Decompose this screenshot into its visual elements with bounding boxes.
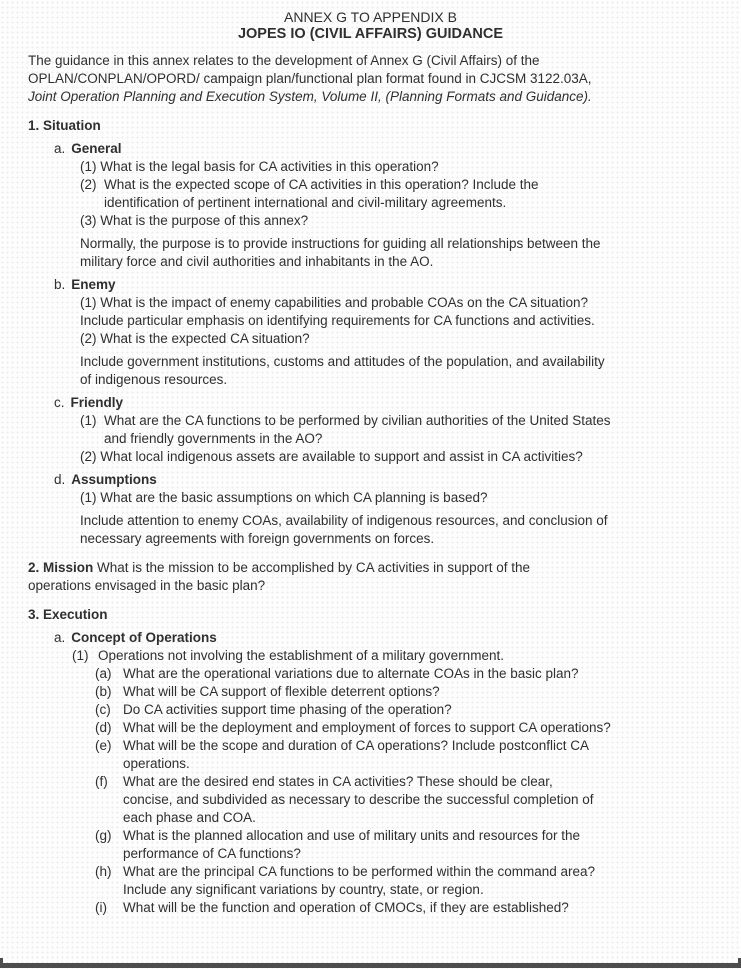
text-line: of indigenous resources. bbox=[80, 372, 228, 387]
text-line: military force and civil authorities and inhabitants in the AO. bbox=[80, 254, 434, 269]
list-marker: (e) bbox=[95, 738, 112, 753]
list-item-text bbox=[104, 176, 713, 212]
section-heading bbox=[28, 559, 713, 595]
subsection-heading bbox=[28, 394, 713, 412]
list-item-text bbox=[123, 665, 713, 683]
subsection-heading bbox=[28, 276, 713, 294]
list-marker: a. bbox=[54, 141, 66, 156]
text-line: (2) What is the expected CA situation? bbox=[80, 331, 310, 346]
list-marker: (b) bbox=[95, 684, 112, 699]
text-line: What will be the deployment and employment of forces to support CA operations? bbox=[123, 720, 611, 735]
heading-line bbox=[28, 577, 713, 595]
annex-heading: ANNEX G TO APPENDIX B bbox=[284, 9, 457, 25]
list-item bbox=[28, 683, 713, 701]
list-item-text bbox=[123, 863, 713, 899]
list-item bbox=[28, 827, 713, 863]
text-line: What is the expected scope of CA activities in this operation? Include the bbox=[104, 177, 539, 192]
subsection-heading bbox=[28, 471, 713, 489]
subsection-heading bbox=[28, 629, 713, 647]
text-line: What will be CA support of flexible deterrent options? bbox=[123, 684, 440, 699]
subsection-title: General bbox=[71, 141, 122, 156]
heading-line bbox=[28, 559, 713, 577]
list-item bbox=[28, 665, 713, 683]
list-item bbox=[28, 158, 713, 176]
list-item bbox=[28, 489, 713, 507]
list-item-text bbox=[123, 773, 713, 827]
text-line: (2) What local indigenous assets are available to support and assist in CA activities? bbox=[80, 449, 583, 464]
list-item bbox=[28, 701, 713, 719]
list-item bbox=[28, 212, 713, 230]
section-heading bbox=[28, 606, 713, 624]
text-line: Include attention to enemy COAs, availability of indigenous resources, and conclusion of bbox=[80, 513, 608, 528]
list-marker: b. bbox=[54, 277, 66, 292]
text-line: performance of CA functions? bbox=[123, 846, 301, 861]
list-item bbox=[28, 647, 713, 665]
list-marker: d. bbox=[54, 472, 66, 487]
text-line: What will be the scope and duration of CA operations? Include postconflict CA bbox=[123, 738, 590, 753]
list-item-text bbox=[123, 719, 713, 737]
note-paragraph bbox=[28, 512, 713, 548]
list-marker: (1) bbox=[72, 648, 89, 663]
subsection-heading bbox=[28, 140, 713, 158]
text-run: 1. Situation bbox=[28, 118, 101, 133]
list-marker: c. bbox=[54, 395, 65, 410]
text-line: each phase and COA. bbox=[123, 810, 256, 825]
text-run: 2. Mission bbox=[28, 560, 94, 575]
text-line: concise, and subdivided as necessary to describe the successful completion of bbox=[123, 792, 594, 807]
list-item bbox=[28, 176, 713, 212]
list-marker: (a) bbox=[95, 666, 112, 681]
list-item-text bbox=[123, 899, 713, 917]
list-item bbox=[28, 899, 713, 917]
text-line: What are the CA functions to be performed by civilian authorities of the United States bbox=[104, 413, 611, 428]
paragraph-line: The guidance in this annex relates to the development of Annex G (Civil Affairs) of the bbox=[28, 53, 540, 68]
note-paragraph bbox=[28, 235, 713, 271]
note-paragraph bbox=[28, 353, 713, 389]
subsection-title: Concept of Operations bbox=[71, 630, 217, 645]
list-item bbox=[28, 737, 713, 773]
text-line: What are the desired end states in CA activities? These should be clear, bbox=[123, 774, 553, 789]
section-heading bbox=[28, 117, 713, 135]
list-marker: (h) bbox=[95, 864, 112, 879]
list-item bbox=[28, 448, 713, 466]
text-line: (1) What is the legal basis for CA activities in this operation? bbox=[80, 159, 439, 174]
paragraph-line: OPLAN/CONPLAN/OPORD/ campaign plan/functional plan format found in CJCSM 3122.03A, bbox=[28, 71, 592, 86]
text-run: What is the mission to be accomplished by CA activities in support of the bbox=[93, 560, 530, 575]
text-line: operations. bbox=[123, 756, 190, 771]
text-line: (3) What is the purpose of this annex? bbox=[80, 213, 309, 228]
list-item-text bbox=[123, 827, 713, 863]
list-item bbox=[28, 294, 713, 330]
list-item bbox=[28, 863, 713, 899]
text-run: operations envisaged in the basic plan? bbox=[28, 578, 266, 593]
text-line: What will be the function and operation of CMOCs, if they are established? bbox=[123, 900, 569, 915]
list-marker: (1) bbox=[80, 413, 97, 428]
text-line: (1) What is the impact of enemy capabilities and probable COAs on the CA situation? bbox=[80, 295, 589, 310]
text-line: Operations not involving the establishment of a military government. bbox=[98, 648, 504, 663]
page-bottom-border bbox=[2, 963, 739, 968]
text-line: What are the operational variations due to alternate COAs in the basic plan? bbox=[123, 666, 579, 681]
subsection-title: Enemy bbox=[71, 277, 116, 292]
list-item-text bbox=[123, 737, 713, 773]
subsection-title: Assumptions bbox=[71, 472, 157, 487]
list-item bbox=[28, 773, 713, 827]
list-marker: (2) bbox=[80, 177, 97, 192]
list-item-text bbox=[123, 683, 713, 701]
intro-paragraph bbox=[28, 52, 713, 106]
list-item-text bbox=[104, 412, 713, 448]
text-line: What is the planned allocation and use of military units and resources for the bbox=[123, 828, 581, 843]
text-line: identification of pertinent international and civil-military agreements. bbox=[104, 195, 507, 210]
text-line: and friendly governments in the AO? bbox=[104, 431, 323, 446]
list-marker: (i) bbox=[95, 900, 107, 915]
text-line: (1) What are the basic assumptions on which CA planning is based? bbox=[80, 490, 488, 505]
text-run: Joint Operation Planning and Execution System, Volume II, (Planning Formats and Guidance). bbox=[28, 89, 592, 104]
text-line: What are the principal CA functions to be performed within the command area? bbox=[123, 864, 595, 879]
text-line: Include government institutions, customs and attitudes of the population, and availability bbox=[80, 354, 605, 369]
paragraph-line bbox=[28, 88, 713, 106]
text-line: Include particular emphasis on identifying requirements for CA functions and activities. bbox=[80, 313, 595, 328]
text-run: 3. Execution bbox=[28, 607, 108, 622]
text-line: Include any significant variations by country, state, or region. bbox=[123, 882, 484, 897]
list-marker: (c) bbox=[95, 702, 111, 717]
list-marker: (d) bbox=[95, 720, 112, 735]
list-item bbox=[28, 330, 713, 348]
list-marker: (f) bbox=[95, 774, 108, 789]
text-line: Normally, the purpose is to provide instructions for guiding all relationships between the bbox=[80, 236, 601, 251]
list-item-text bbox=[123, 701, 713, 719]
text-line: Do CA activities support time phasing of the operation? bbox=[123, 702, 452, 717]
text-line: necessary agreements with foreign governments on forces. bbox=[80, 531, 435, 546]
heading-line bbox=[28, 117, 713, 135]
list-item bbox=[28, 719, 713, 737]
list-marker: (g) bbox=[95, 828, 112, 843]
list-marker: a. bbox=[54, 630, 66, 645]
document-title: JOPES IO (CIVIL AFFAIRS) GUIDANCE bbox=[237, 26, 504, 42]
subsection-title: Friendly bbox=[70, 395, 124, 410]
heading-line bbox=[28, 606, 713, 624]
list-item bbox=[28, 412, 713, 448]
list-item-text bbox=[98, 647, 713, 665]
